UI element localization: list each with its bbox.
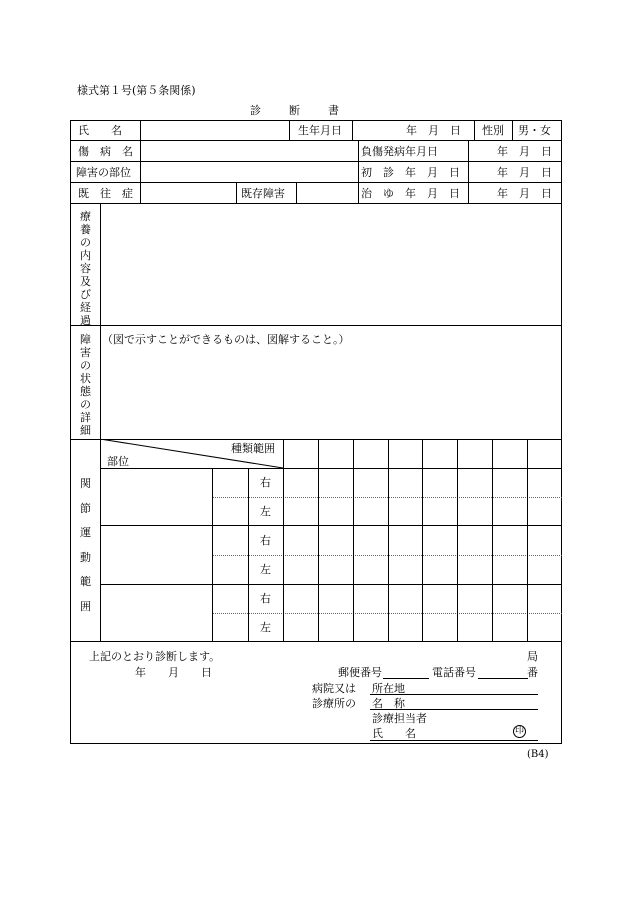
joint-site-field[interactable] <box>101 469 211 524</box>
attending-doctor-label: 診療担当者 <box>372 712 427 725</box>
sex-value[interactable]: 男・女 <box>518 124 551 137</box>
address-field[interactable] <box>370 694 538 695</box>
issue-date[interactable]: 年 月 日 <box>135 666 212 679</box>
row-line <box>70 325 562 326</box>
col-line <box>474 120 475 140</box>
sex-label: 性別 <box>482 124 504 137</box>
injury-site-label: 障害の部位 <box>76 166 131 179</box>
col-line <box>236 182 237 203</box>
address-label: 所在地 <box>372 682 405 695</box>
hospital-label-line2: 診療所の <box>312 697 356 710</box>
row-line <box>70 641 562 642</box>
joint-name-field[interactable] <box>213 469 247 524</box>
col-line <box>296 182 297 203</box>
phone-number-label: 電話番号 <box>432 666 476 679</box>
col-line <box>512 120 513 140</box>
hospital-label-line1: 病院又は <box>312 682 356 695</box>
side-left-label: 左 <box>260 505 271 518</box>
postal-code-field[interactable] <box>383 678 429 679</box>
medical-history-label: 既 往 症 <box>78 187 133 200</box>
joint-name-field[interactable] <box>213 526 247 583</box>
bureau-label: 局 <box>527 650 538 663</box>
side-right-label: 右 <box>260 534 271 547</box>
statement-text: 上記のとおり診断します。 <box>89 650 221 663</box>
facility-name-field[interactable] <box>370 709 538 710</box>
document-title: 診 断 書 <box>250 104 341 117</box>
condition-field[interactable] <box>101 350 561 438</box>
paper-size-label: (B4) <box>527 749 549 760</box>
disease-name-label: 傷 病 名 <box>78 145 133 158</box>
side-right-label: 右 <box>260 476 271 489</box>
cure-date-label: 治 ゆ 年 月 日 <box>361 187 460 200</box>
col-line <box>358 140 359 203</box>
seal-mark: 印 <box>514 726 524 736</box>
joint-site-field[interactable] <box>101 585 211 640</box>
joint-name-field[interactable] <box>213 585 247 640</box>
condition-detail-label: 障害の状態の詳細 <box>80 333 91 437</box>
first-visit-value[interactable]: 年 月 日 <box>497 166 552 179</box>
doctor-name-field[interactable] <box>370 740 538 741</box>
name-field[interactable] <box>141 121 288 139</box>
disease-name-field[interactable] <box>141 141 357 160</box>
existing-disability-label: 既存障害 <box>241 187 285 200</box>
postal-code-label: 郵便番号 <box>338 666 382 679</box>
joint-site-field[interactable] <box>101 526 211 583</box>
treatment-field[interactable] <box>101 204 561 324</box>
motion-range-grid[interactable] <box>284 440 561 640</box>
medical-history-field[interactable] <box>141 183 235 202</box>
site-header: 部位 <box>107 455 129 468</box>
cure-date-value[interactable]: 年 月 日 <box>497 187 552 200</box>
ban-label: 番 <box>527 666 538 679</box>
side-left-label: 左 <box>260 563 271 576</box>
side-left-label: 左 <box>260 621 271 634</box>
rom-col-line <box>248 468 249 641</box>
birth-date-value[interactable]: 年 月 日 <box>406 124 461 137</box>
range-of-motion-label: 関節運動範囲 <box>80 477 91 613</box>
name-label: 氏 名 <box>78 124 122 137</box>
phone-number-field[interactable] <box>478 678 528 679</box>
injury-site-field[interactable] <box>141 162 357 181</box>
onset-date-label: 負傷発病年月日 <box>361 145 438 158</box>
type-range-header: 種類範囲 <box>231 442 275 455</box>
birth-date-label: 生年月日 <box>298 124 342 137</box>
facility-name-label: 名 称 <box>372 697 405 710</box>
col-line <box>352 120 353 140</box>
form-number: 様式第１号(第５条関係) <box>77 84 196 97</box>
onset-date-value[interactable]: 年 月 日 <box>497 145 552 158</box>
col-line <box>289 120 290 140</box>
doctor-name-label: 氏 名 <box>372 727 416 740</box>
treatment-label: 療養の内容及び経過 <box>80 210 91 327</box>
condition-note: （図で示すことができるものは、図解すること。） <box>102 333 350 346</box>
col-line <box>468 140 469 203</box>
first-visit-label: 初 診 年 月 日 <box>361 166 460 179</box>
side-right-label: 右 <box>260 592 271 605</box>
